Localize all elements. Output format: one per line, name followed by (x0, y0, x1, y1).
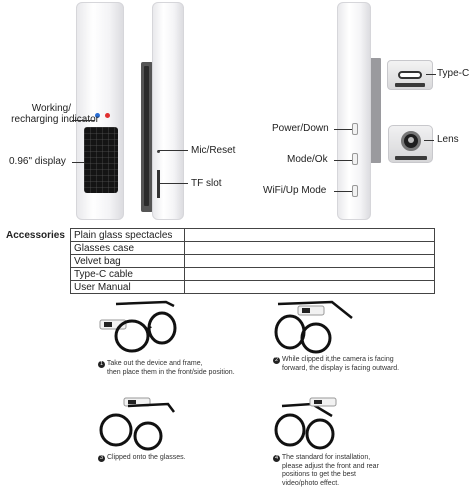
table-row (71, 255, 435, 268)
mode-ok-button[interactable] (352, 153, 358, 165)
step-4-caption (273, 454, 379, 488)
step-number-badge: 1 (99, 361, 104, 367)
indicator-leader-line (72, 120, 95, 121)
wifi-up-mode-button[interactable] (352, 185, 358, 197)
type-c-port-closeup (387, 60, 433, 90)
display-label: 0.96" display (9, 156, 66, 167)
tf-slot-label: TF slot (191, 178, 222, 189)
accessory-item: Plain glass spectacles (71, 229, 185, 242)
accessory-item: Glasses case (71, 242, 185, 255)
mode-ok-leader-line (334, 160, 352, 161)
step-2-illustration (272, 298, 362, 358)
step-4-illustration (272, 396, 352, 452)
step-number-badge: 3 (99, 455, 104, 461)
lens-label: Lens (437, 134, 459, 145)
step-text-line: The standard for installation, (281, 454, 371, 461)
step-text-line: Clipped onto the glasses. (106, 454, 186, 461)
glasses-lens-right-icon (135, 423, 161, 449)
device-screen-icon (104, 322, 112, 327)
accessory-item: Type-C cable (71, 268, 185, 281)
glasses-lens-right-icon (302, 324, 330, 352)
step-text-line: please adjust the front and rear (282, 462, 379, 470)
power-down-label: Power/Down (272, 123, 329, 134)
accessory-item: User Manual (71, 281, 185, 294)
display-leader-line (72, 162, 84, 163)
power-down-leader-line (334, 129, 352, 130)
accessory-item: Velvet bag (71, 255, 185, 268)
wifi-up-mode-label: WiFi/Up Mode (263, 185, 327, 196)
table-row (71, 229, 435, 242)
table-row (71, 242, 435, 255)
wifi-up-leader-line (334, 191, 352, 192)
device-back-view (337, 2, 371, 220)
glasses-lens-left-icon (101, 415, 131, 445)
device-screen-icon (314, 400, 322, 404)
step-2-caption (273, 356, 399, 373)
mic-reset-leader-line (158, 150, 188, 151)
step-3-illustration (98, 396, 178, 452)
device-screen-icon (302, 308, 310, 313)
glasses-lens-right-icon (149, 313, 175, 343)
device-icon (298, 306, 324, 315)
step-1-illustration (96, 298, 186, 358)
step-text-line: positions to get the best (282, 471, 356, 478)
mic-reset-label: Mic/Reset (191, 145, 236, 156)
glasses-lens-right-icon (307, 420, 333, 448)
tf-slot (157, 170, 160, 198)
step-3-caption (98, 454, 186, 463)
type-c-leader-line (426, 74, 436, 75)
table-row (71, 281, 435, 294)
device-icon (310, 398, 336, 406)
step-number-badge: 2 (274, 357, 279, 363)
lens-mount (395, 156, 427, 160)
step-text-line: Take out the device and frame, (106, 360, 203, 367)
accessory-cell-empty (185, 255, 435, 268)
glasses-lens-left-icon (276, 415, 304, 445)
accessory-cell-empty (185, 229, 435, 242)
tf-slot-leader-line (158, 183, 188, 184)
mode-ok-label: Mode/Ok (287, 154, 328, 165)
step-text-line: then place them in the front/side position. (107, 368, 235, 376)
glasses-temple-icon (128, 404, 174, 412)
type-c-label: Type-C (437, 68, 470, 79)
accessories-heading: Accessories (6, 230, 65, 241)
glasses-temple-icon (116, 302, 174, 306)
step-1-caption (98, 360, 235, 377)
table-row (71, 268, 435, 281)
accessory-cell-empty (185, 268, 435, 281)
step-text-line: video/photo effect. (282, 479, 340, 487)
glasses-lens-left-icon (276, 316, 304, 348)
accessory-cell-empty (185, 242, 435, 255)
working-label: Working/ (31, 103, 71, 114)
recharging-indicator-label: recharging indicator (11, 114, 99, 125)
device-side-view (152, 2, 184, 220)
accessory-cell-empty (185, 281, 435, 294)
device-screen-icon (128, 400, 136, 404)
accessories-table (70, 228, 435, 294)
type-c-port-base (395, 83, 425, 87)
step-text-line: While clipped it,the camera is facing (281, 356, 394, 363)
clip-bracket-inner (144, 66, 149, 206)
lens-reflection (408, 137, 414, 143)
step-number-badge: 4 (274, 455, 279, 461)
lens-closeup (388, 125, 433, 163)
device-front-view (76, 2, 124, 220)
display-screen (84, 127, 118, 193)
power-down-button[interactable] (352, 123, 358, 135)
lens-leader-line (424, 140, 434, 141)
type-c-port-icon (398, 71, 422, 79)
recharging-indicator-led-red (105, 113, 110, 118)
glasses-lens-left-icon (116, 321, 148, 351)
step-text-line: forward, the display is facing outward. (282, 364, 400, 372)
